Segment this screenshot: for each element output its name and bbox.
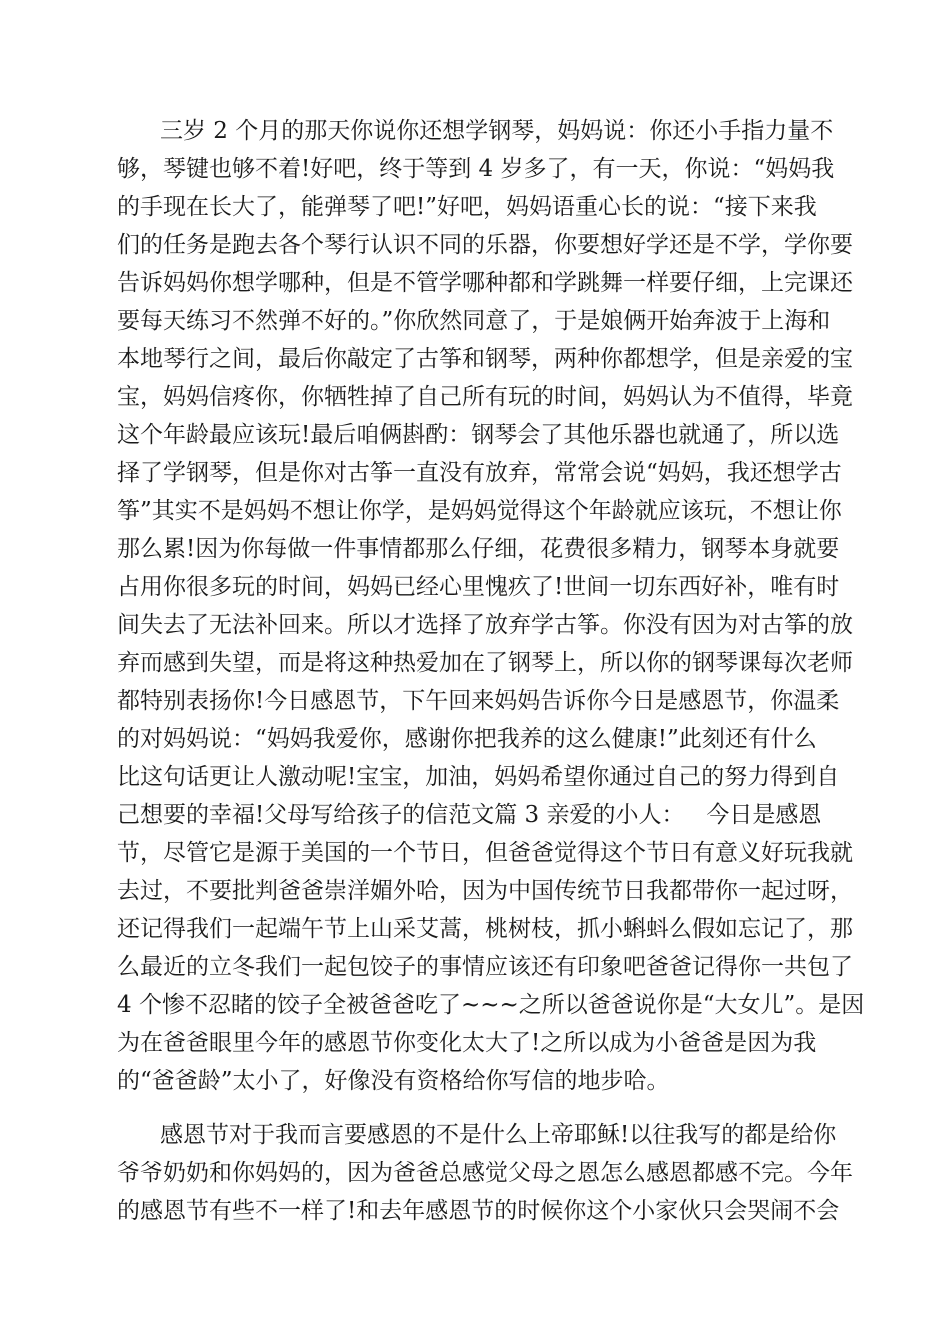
- text-line: 己想要的幸福!父母写给孩子的信范文篇 3 亲爱的小人： 今日是感恩: [117, 802, 822, 828]
- text-line: 的对妈妈说：“妈妈我爱你，感谢你把我养的这么健康!”此刻还有什么: [117, 726, 817, 752]
- text-line: 要每天练习不然弹不好的。”你欣然同意了，于是娘俩开始奔波于上海和: [117, 308, 831, 334]
- text-line: 比这句话更让人激动呢!宝宝，加油，妈妈希望你通过自己的努力得到自: [117, 764, 840, 790]
- text-line: 还记得我们一起端午节上山采艾蒿，桃树枝，抓小蝌蚪么假如忘记了，那: [117, 916, 853, 942]
- text-line: 筝”其实不是妈妈不想让你学，是妈妈觉得这个年龄就应该玩，不想让你: [117, 498, 842, 524]
- text-line: 本地琴行之间，最后你敲定了古筝和钢琴，两种你都想学，但是亲爱的宝: [117, 346, 853, 372]
- text-line: 告诉妈妈你想学哪种，但是不管学哪种都和学跳舞一样要仔细，上完课还: [117, 270, 853, 296]
- text-line: 去过，不要批判爸爸崇洋媚外哈，因为中国传统节日我都带你一起过呀，: [117, 878, 853, 904]
- text-line: 的感恩节有些不一样了!和去年感恩节的时候你这个小家伙只会哭闹不会: [117, 1198, 840, 1224]
- text-line: 间失去了无法补回来。所以才选择了放弃学古筝。你没有因为对古筝的放: [117, 612, 853, 638]
- text-line: 么最近的立冬我们一起包饺子的事情应该还有印象吧爸爸记得你一共包了: [117, 954, 853, 980]
- text-line: 那么累!因为你每做一件事情都那么仔细，花费很多精力，钢琴本身就要: [117, 536, 840, 562]
- text-line: 4 个惨不忍睹的饺子全被爸爸吃了~~~之所以爸爸说你是“大女儿”。是因: [117, 992, 865, 1018]
- text-line: 感恩节对于我而言要感恩的不是什么上帝耶稣!以往我写的都是给你: [160, 1122, 837, 1148]
- text-line: 这个年龄最应该玩!最后咱俩斟酌：钢琴会了其他乐器也就通了，所以选: [117, 422, 840, 448]
- text-line: 的“爸爸龄”太小了，好像没有资格给你写信的地步哈。: [117, 1068, 670, 1094]
- text-line: 的手现在长大了，能弹琴了吧!”好吧，妈妈语重心长的说：“接下来我: [117, 194, 817, 220]
- text-line: 占用你很多玩的时间，妈妈已经心里愧疚了!世间一切东西好补，唯有时: [117, 574, 840, 600]
- text-line: 们的任务是跑去各个琴行认识不同的乐器，你要想好学还是不学，学你要: [117, 232, 853, 258]
- text-line: 够，琴键也够不着!好吧，终于等到 4 岁多了，有一天，你说：“妈妈我: [117, 156, 835, 182]
- text-line: 三岁 2 个月的那天你说你还想学钢琴，妈妈说：你还小手指力量不: [160, 118, 834, 144]
- text-line: 择了学钢琴，但是你对古筝一直没有放弃，常常会说“妈妈，我还想学古: [117, 460, 842, 486]
- text-line: 宝，妈妈信疼你，你牺牲掉了自己所有玩的时间，妈妈认为不值得，毕竟: [117, 384, 853, 410]
- text-line: 都特别表扬你!今日感恩节，下午回来妈妈告诉你今日是感恩节，你温柔: [117, 688, 840, 714]
- text-line: 节，尽管它是源于美国的一个节日，但爸爸觉得这个节日有意义好玩我就: [117, 840, 853, 866]
- text-line: 爷爷奶奶和你妈妈的，因为爸爸总感觉父母之恩怎么感恩都感不完。今年: [117, 1160, 853, 1186]
- text-line: 弃而感到失望，而是将这种热爱加在了钢琴上，所以你的钢琴课每次老师: [117, 650, 853, 676]
- text-line: 为在爸爸眼里今年的感恩节你变化太大了!之所以成为小爸爸是因为我: [117, 1030, 817, 1056]
